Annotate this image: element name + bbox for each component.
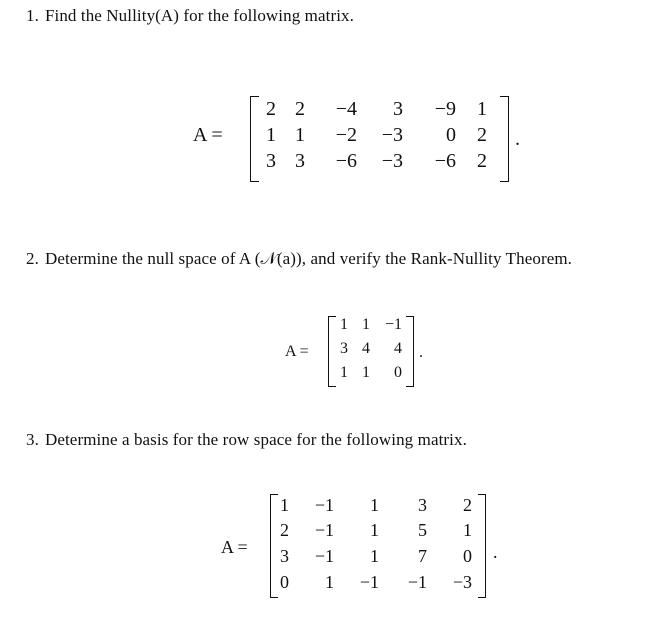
matrix-2-cell: 3: [340, 340, 348, 357]
question-3-text: Determine a basis for the row space for the following matrix.: [44, 430, 467, 449]
matrix-3-cell: 2: [280, 520, 289, 540]
matrix-1-cell: −2: [335, 124, 357, 146]
matrix-1-cell: −6: [335, 150, 357, 172]
matrix-3-cell: 7: [418, 546, 427, 566]
question-1-text: Find the Nullity(A) for the following matrix.: [44, 6, 354, 25]
matrix-3-cell: 2: [463, 495, 472, 515]
question-1: [26, 6, 354, 26]
matrix-1-cell: 2: [477, 124, 487, 146]
matrix-2-cell: 1: [340, 364, 348, 381]
matrix-3-cell: 0: [463, 546, 472, 566]
matrix-3-lhs: A =: [221, 537, 248, 557]
matrix-3-cell: 1: [280, 495, 289, 515]
matrix-3-period: .: [493, 542, 498, 562]
matrix-3-cell: 1: [370, 520, 379, 540]
matrix-1-cell: 2: [295, 98, 305, 120]
question-3: [26, 430, 467, 450]
matrix-2-cell: 1: [362, 364, 370, 381]
matrix-1-period: .: [515, 128, 520, 150]
matrix-2-cell: 1: [340, 316, 348, 333]
matrix-1-cell: 1: [295, 124, 305, 146]
question-1-number: 1.: [26, 6, 39, 25]
matrix-2-cell: 4: [362, 340, 370, 357]
question-2: [26, 249, 572, 269]
matrix-3-cell: 5: [418, 520, 427, 540]
question-2-number: 2.: [26, 249, 39, 268]
matrix-2-lhs: A =: [285, 343, 309, 360]
matrix-3-cell: −1: [407, 572, 427, 592]
matrix-3-right-bracket: [478, 494, 486, 598]
matrix-3-cell: −3: [452, 572, 472, 592]
matrix-3-cell: 3: [280, 546, 289, 566]
matrix-3-cell: 1: [325, 572, 334, 592]
matrix-3-cell: 1: [370, 495, 379, 515]
matrix-2-period: .: [419, 344, 423, 361]
matrix-2-cell: −1: [384, 316, 402, 333]
matrix-1-cell: −6: [434, 150, 456, 172]
matrix-1-cell: 1: [266, 124, 276, 146]
matrix-1-cell: 0: [446, 124, 456, 146]
matrix-2-cell: 4: [394, 340, 402, 357]
matrix-1-lhs: A =: [193, 124, 223, 146]
matrix-3-cell: 1: [463, 520, 472, 540]
matrix-1-cell: −3: [381, 124, 403, 146]
question-2-text: Determine the null space of A (𝒩(a)), and verify the Rank-Nullity Theorem.: [44, 249, 573, 268]
matrix-2-cell: 0: [394, 364, 402, 381]
matrix-3-cell: −1: [314, 520, 334, 540]
matrix-2-cell: 1: [362, 316, 370, 333]
matrix-1-cell: −4: [335, 98, 357, 120]
matrix-3-cell: −1: [314, 546, 334, 566]
matrix-1-cell: 1: [477, 98, 487, 120]
matrix-3-cell: 1: [370, 546, 379, 566]
matrix-3-cell: 0: [280, 572, 289, 592]
matrix-2-right-bracket: [406, 316, 414, 387]
matrix-1-right-bracket: [500, 96, 509, 182]
matrix-1-cell: 3: [266, 150, 276, 172]
matrix-1-cell: 3: [295, 150, 305, 172]
matrix-3-cell: −1: [314, 495, 334, 515]
matrix-1-cell: −3: [381, 150, 403, 172]
matrix-1-cell: 2: [266, 98, 276, 120]
matrix-3-cell: 3: [418, 495, 427, 515]
matrix-1-cell: 2: [477, 150, 487, 172]
matrix-1-cell: 3: [393, 98, 403, 120]
matrix-3-cell: −1: [359, 572, 379, 592]
question-3-number: 3.: [26, 430, 39, 449]
matrix-1-cell: −9: [434, 98, 456, 120]
